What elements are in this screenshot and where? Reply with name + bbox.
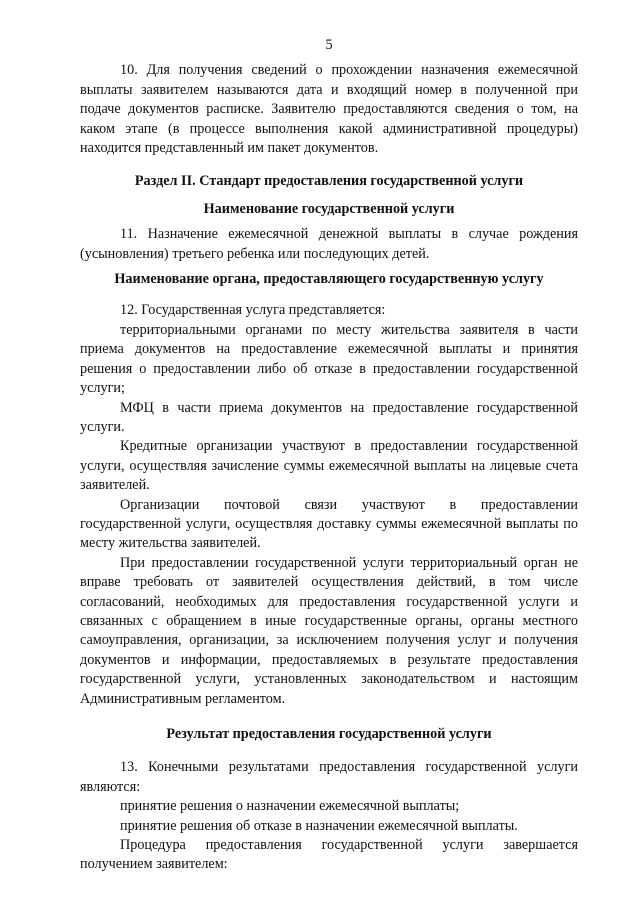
- section-2-title: Раздел II. Стандарт предоставления государственной услуги: [134, 173, 524, 190]
- postal-first-line: Организации почтовой связи участвуют в предоставлении: [120, 496, 578, 513]
- heading-authority: Наименование органа, предоставляющего государственную услугу: [114, 271, 544, 288]
- postal-rest: государственной услуги, осуществляя доставку суммы ежемесячной выплаты по месту жительства заявителей.: [80, 515, 578, 552]
- paragraph-11: 11. Назначение ежемесячной денежной выплаты в случае рождения (усыновления) третьего ребенка или последующих детей.: [80, 226, 578, 262]
- paragraph-credit-organizations: Кредитные организации участвуют в предоставлении государственной услуги, осуществляя зачисление суммы ежемесячной выплаты на лицевые счета заявителей.: [80, 438, 578, 494]
- paragraph-13: 13. Конечными результатами предоставления государственной услуги являются:: [80, 759, 578, 795]
- paragraph-10: 10. Для получения сведений о прохождении назначения ежемесячной выплаты заявителем называются дата и входящий номер в полученной при подаче документов расписке. Заявителю предоставляются сведения о том, на каком этапе (в процессе выполнения какой административной процедуры) находится представленный им пакет документов.: [80, 62, 578, 157]
- page-number: 5: [325, 37, 333, 53]
- paragraph-12-mfc: МФЦ в части приема документов на предоставление государственной услуги.: [80, 399, 578, 435]
- paragraph-12: 12. Государственная услуга представляется:: [120, 302, 386, 319]
- paragraph-13-approval: принятие решения о назначении ежемесячной выплаты;: [120, 798, 460, 815]
- paragraph-13-refusal: принятие решения об отказе в назначении ежемесячной выплаты.: [120, 817, 518, 834]
- paragraph-postal-organizations: [80, 496, 578, 554]
- paragraph-no-right-to-require: При предоставлении государственной услуги территориальный орган не вправе требовать от заявителей осуществления действий, в том числе согласований, необходимых для предоставления государственной услуги и связанных с обращением в иные государственные органы, органы местного самоуправления, организации, за исключением получения услуг и получения документов и информации, предоставляемых в результате предоставления государственной услуги, установленных законодательством и настоящим Административным регламентом.: [80, 554, 578, 707]
- paragraph-procedure: Процедура предоставления государственной услуги завершается получением заявителем:: [80, 837, 578, 873]
- heading-result: Результат предоставления государственной услуги: [166, 726, 492, 742]
- heading-service-name: Наименование государственной услуги: [203, 200, 455, 217]
- paragraph-12-territorial: территориальными органами по месту жительства заявителя в части приема документов на предоставление ежемесячной выплаты и принятия решения о предоставлении либо об отказе в предоставлении государственной услуги;: [80, 321, 578, 397]
